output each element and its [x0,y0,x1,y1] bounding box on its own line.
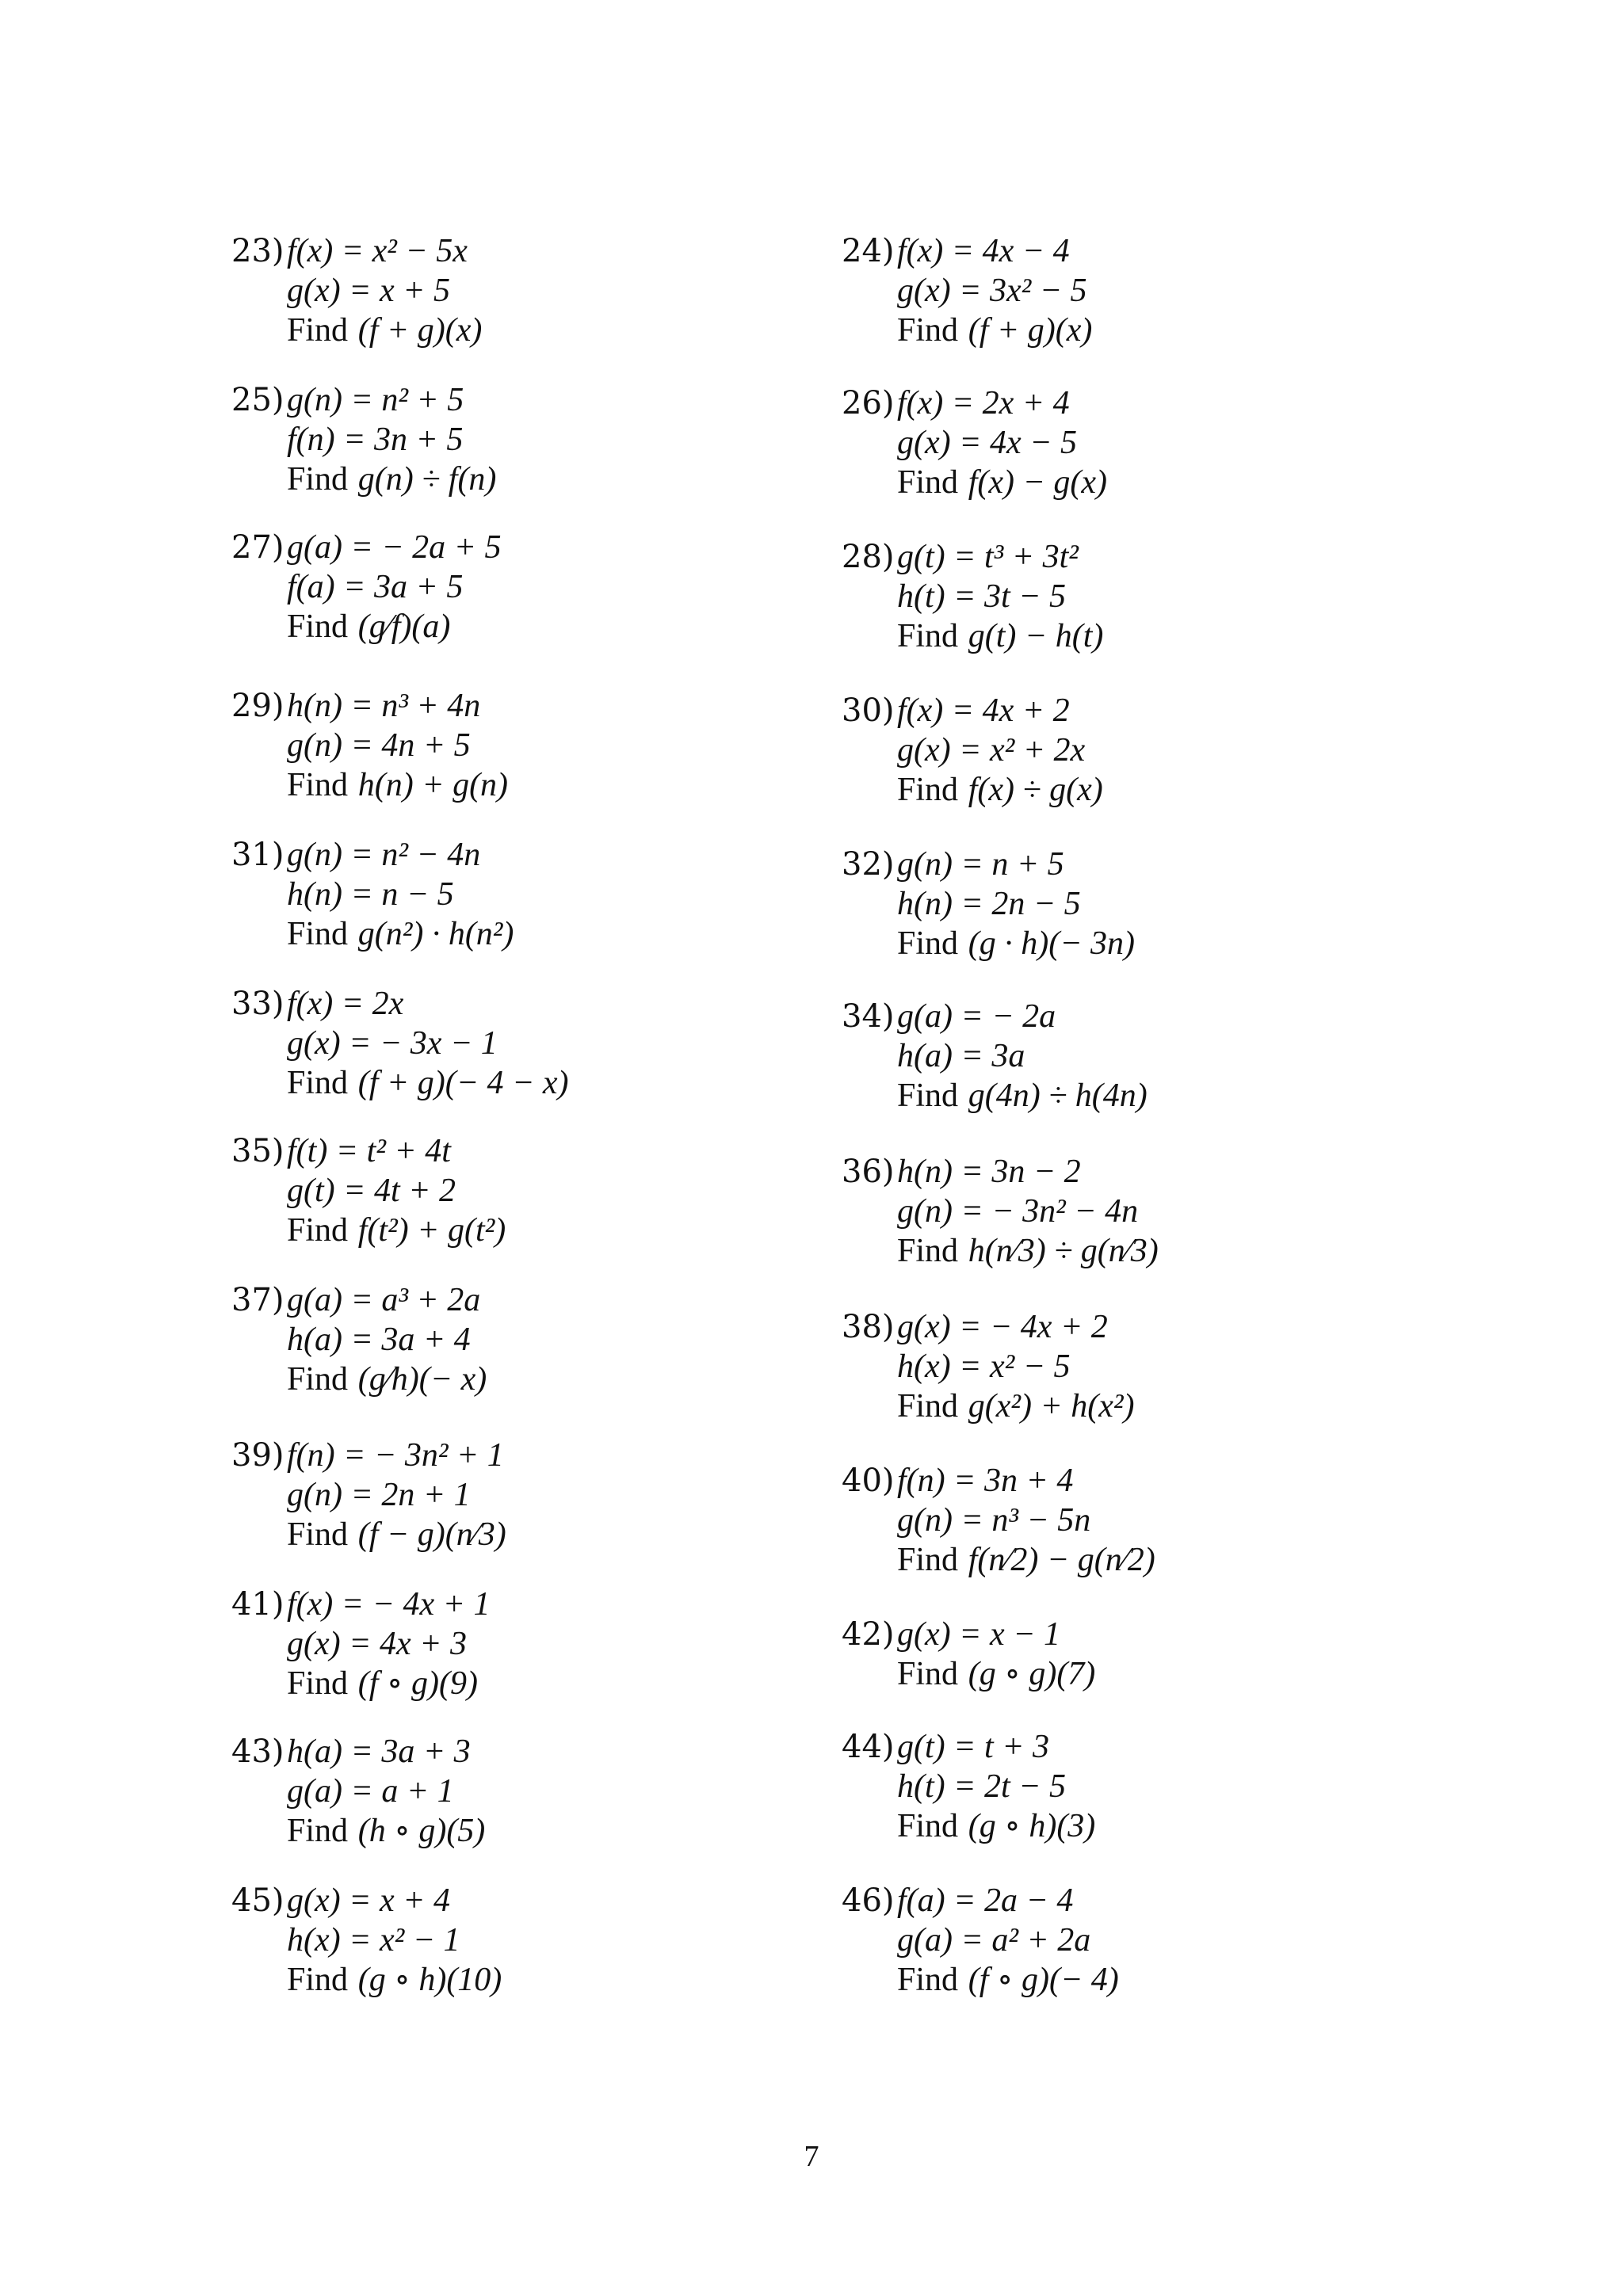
find-expression: (g ∘ g)(7) [968,1656,1096,1692]
problem-28 [842,537,1444,656]
problem-27 [231,528,834,646]
problem-number: 26) [842,385,895,421]
find-label: Find [287,1065,349,1101]
find-expression: (g · h)(− 3n) [968,925,1136,962]
page-number: 7 [804,2140,819,2173]
find-expression: g(t) − h(t) [968,618,1104,654]
find-label: Find [287,767,349,803]
problem-46 [842,1881,1444,2000]
find-expression: (f ∘ g)(− 4) [968,1962,1119,1998]
problem-number: 37) [231,1282,285,1318]
find-label: Find [287,1212,349,1249]
problem-41 [231,1585,834,1703]
problem-30 [842,691,1444,810]
function-definition: f(x) = − 4x + 1 [287,1586,491,1623]
problem-number: 40) [842,1463,895,1499]
function-definition: f(x) = 2x + 4 [897,385,1070,421]
problem-38 [842,1307,1444,1426]
function-definition: g(x) = − 3x − 1 [287,1025,498,1062]
problem-number: 39) [231,1437,285,1474]
problem-number: 43) [231,1733,285,1770]
function-definition: g(x) = x − 1 [897,1616,1060,1653]
function-definition: g(x) = 3x² − 5 [897,273,1087,309]
function-definition: f(n) = − 3n² + 1 [287,1437,504,1474]
function-definition: h(n) = n³ + 4n [287,688,481,724]
find-label: Find [287,608,349,645]
find-label: Find [897,1233,959,1269]
find-expression: (f + g)(x) [357,312,483,349]
find-label: Find [897,1077,959,1114]
find-label: Find [287,1962,349,1998]
find-expression: (g⁄f)(a) [357,608,451,645]
function-definition: h(n) = n − 5 [287,876,454,913]
problem-37 [231,1280,834,1399]
function-definition: h(n) = 2n − 5 [897,886,1081,922]
find-expression: (f − g)(n⁄3) [357,1516,506,1553]
find-label: Find [287,1813,349,1849]
function-definition: f(n) = 3n + 4 [897,1463,1074,1499]
function-definition: f(t) = t² + 4t [287,1133,451,1169]
function-definition: h(t) = 2t − 5 [897,1768,1066,1805]
function-definition: h(n) = 3n − 2 [897,1154,1081,1190]
problem-number: 42) [842,1616,895,1653]
problem-39 [231,1436,834,1554]
problem-number: 41) [231,1586,285,1623]
find-label: Find [897,1808,959,1844]
find-expression: g(n) ÷ f(n) [357,461,497,498]
find-label: Find [287,461,349,498]
function-definition: h(a) = 3a [897,1038,1025,1074]
function-definition: g(a) = a + 1 [287,1773,454,1810]
function-definition: g(n) = 4n + 5 [287,727,471,764]
problem-31 [231,835,834,954]
problem-32 [842,845,1444,963]
find-label: Find [897,1962,959,1998]
problem-23 [231,231,834,350]
problem-number: 28) [842,539,895,575]
find-label: Find [287,1665,349,1702]
problem-number: 33) [231,986,285,1022]
problem-number: 30) [842,692,895,729]
find-expression: f(n⁄2) − g(n⁄2) [968,1542,1155,1578]
problem-35 [231,1131,834,1250]
find-label: Find [897,618,959,654]
problem-45 [231,1881,834,2000]
function-definition: g(a) = a³ + 2a [287,1282,481,1318]
function-definition: g(n) = n + 5 [897,846,1064,883]
function-definition: h(x) = x² − 1 [287,1922,460,1958]
problem-number: 25) [231,382,285,418]
problem-40 [842,1461,1444,1580]
function-definition: g(x) = 4x + 3 [287,1626,467,1662]
function-definition: g(x) = x + 5 [287,273,450,309]
function-definition: f(a) = 2a − 4 [897,1882,1074,1919]
function-definition: f(x) = x² − 5x [287,233,468,269]
problem-34 [842,997,1444,1116]
problem-number: 36) [842,1154,895,1190]
function-definition: g(n) = n³ − 5n [897,1502,1091,1539]
problem-25 [231,380,834,499]
problem-number: 27) [231,529,285,566]
problem-29 [231,686,834,805]
function-definition: g(n) = 2n + 1 [287,1477,471,1513]
find-expression: (h ∘ g)(5) [357,1813,486,1849]
function-definition: g(t) = t + 3 [897,1729,1049,1765]
function-definition: h(t) = 3t − 5 [897,578,1066,615]
function-definition: g(n) = n² − 4n [287,837,481,873]
function-definition: f(x) = 4x − 4 [897,233,1070,269]
function-definition: g(n) = n² + 5 [287,382,464,418]
function-definition: g(x) = 4x − 5 [897,425,1077,461]
function-definition: g(n) = − 3n² − 4n [897,1193,1139,1230]
function-definition: f(x) = 2x [287,986,404,1022]
problem-number: 46) [842,1882,895,1919]
problem-number: 35) [231,1133,285,1169]
find-expression: (f ∘ g)(9) [357,1665,478,1702]
find-label: Find [897,312,959,349]
function-definition: g(a) = a² + 2a [897,1922,1091,1958]
find-label: Find [287,312,349,349]
find-expression: (f + g)(− 4 − x) [357,1065,569,1101]
function-definition: g(a) = − 2a + 5 [287,529,502,566]
find-expression: f(x) − g(x) [968,464,1107,501]
function-definition: g(a) = − 2a [897,998,1056,1035]
problem-44 [842,1727,1444,1846]
problem-24 [842,231,1444,350]
problem-number: 32) [842,846,895,883]
find-expression: f(t²) + g(t²) [357,1212,506,1249]
problem-number: 44) [842,1729,895,1765]
function-definition: g(x) = x + 4 [287,1882,450,1919]
find-label: Find [897,1542,959,1578]
problem-42 [842,1615,1444,1694]
find-expression: g(4n) ÷ h(4n) [968,1077,1148,1114]
problem-number: 31) [231,837,285,873]
function-definition: h(a) = 3a + 3 [287,1733,471,1770]
problem-number: 29) [231,688,285,724]
find-expression: (g⁄h)(− x) [357,1361,487,1398]
find-label: Find [897,1388,959,1425]
problem-number: 23) [231,233,285,269]
find-expression: (g ∘ h)(3) [968,1808,1096,1844]
problem-36 [842,1152,1444,1271]
find-label: Find [897,1656,959,1692]
problem-33 [231,984,834,1103]
find-expression: (f + g)(x) [968,312,1093,349]
function-definition: g(x) = x² + 2x [897,732,1086,769]
find-label: Find [287,1516,349,1553]
problem-number: 34) [842,998,895,1035]
function-definition: h(a) = 3a + 4 [287,1322,471,1358]
find-label: Find [897,464,959,501]
function-definition: f(x) = 4x + 2 [897,692,1070,729]
function-definition: g(x) = − 4x + 2 [897,1309,1108,1345]
function-definition: h(x) = x² − 5 [897,1348,1071,1385]
problem-number: 38) [842,1309,895,1345]
find-expression: f(x) ÷ g(x) [968,772,1103,808]
problem-43 [231,1732,834,1851]
find-label: Find [287,916,349,952]
find-label: Find [287,1361,349,1398]
find-expression: g(x²) + h(x²) [968,1388,1135,1425]
find-expression: g(n²) · h(n²) [357,916,514,952]
find-label: Find [897,925,959,962]
find-expression: h(n⁄3) ÷ g(n⁄3) [968,1233,1159,1269]
problem-number: 24) [842,233,895,269]
function-definition: f(a) = 3a + 5 [287,569,464,605]
find-label: Find [897,772,959,808]
problem-number: 45) [231,1882,285,1919]
find-expression: (g ∘ h)(10) [357,1962,502,1998]
problem-26 [842,383,1444,502]
function-definition: g(t) = t³ + 3t² [897,539,1079,575]
find-expression: h(n) + g(n) [357,767,509,803]
function-definition: f(n) = 3n + 5 [287,421,464,458]
function-definition: g(t) = 4t + 2 [287,1173,456,1209]
